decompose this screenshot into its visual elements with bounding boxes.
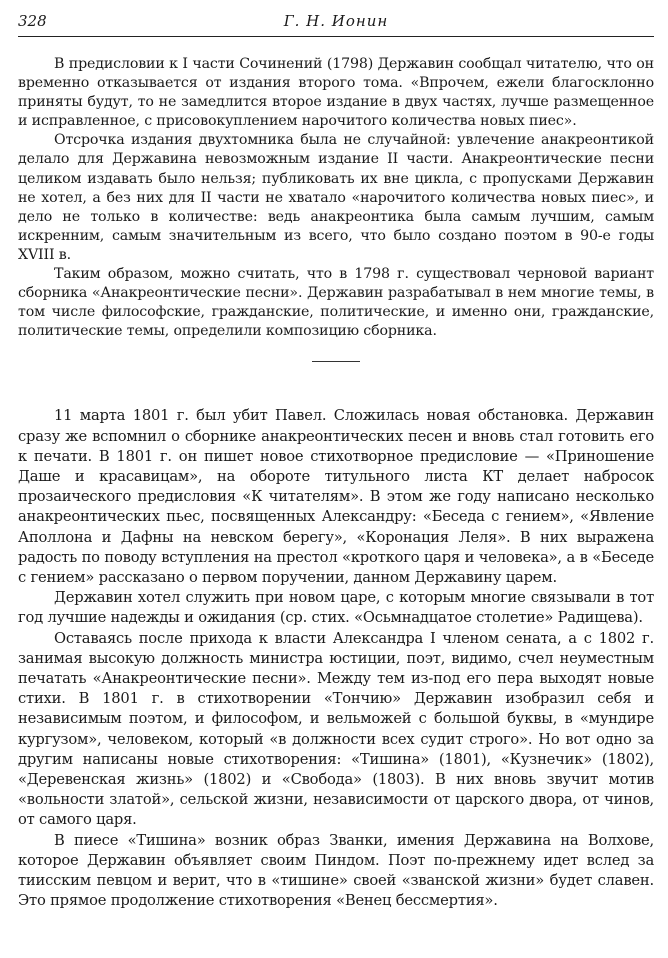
section-2 <box>18 406 654 911</box>
paragraph: В предисловии к I части Сочинений (1798) Державин сообщал читателю, что он временно отказывается от издания второго тома. «Впрочем, ежели благосклонно приняты будут, то не замедлится второе издание в двух частях, лучше размещенное и исправленное, с присовокуплением нарочитого количества новых пиес». <box>18 56 654 130</box>
paragraph: Отсрочка издания двухтомника была не случайной: увлечение анакреонтикой делало для Державина невозможным издание II части. Анакреонтические песни целиком издавать было нельзя; публиковать их вне цикла, с пропусками Державин не хотел, а без них для II части не хватало «нарочитого количества новых пиес», и дело не только в количестве: ведь анакреонтика была самым лучшим, самым искренним, самым значительным из всего, что было создано поэтом в 90-е годы XVIII в. <box>18 132 654 263</box>
body-text <box>18 55 654 911</box>
page-header <box>18 12 654 34</box>
header-rule <box>18 36 654 37</box>
paragraph: Державин хотел служить при новом царе, с которым многие связывали в тот год лучшие надежды и ожидания (ср. стих. «Осьмнадцатое столетие» Радищева). <box>18 589 654 627</box>
section-divider <box>312 361 360 362</box>
paragraph: Таким образом, можно считать, что в 1798 г. существовал черновой вариант сборника «Анакреонтические песни». Державин разрабатывал в нем многие темы, в том числе философские, гражданские, политические, и именно они, гражданские, политические темы, определили композицию сборника. <box>18 266 654 340</box>
paragraph: Оставаясь после прихода к власти Александра I членом сената, а с 1802 г. занимая высокую должность министра юстиции, поэт, видимо, счел неуместным печатать «Анакреонтические песни». Между тем из-под его пера выходят новые стихи. В 1801 г. в стихотворении «Тончию» Державин изобразил себя и независимым поэтом, и философом, и вельможей с большой буквы, в «мундире кургузом», человеком, который «в должности всех судит строго». Но вот одно за другим написаны новые стихотворения: «Тишина» (1801), «Кузнечик» (1802), «Деревенская жизнь» (1802) и «Свобода» (1803). В них вновь звучит мотив «вольности златой», сельской жизни, независимости от царского двора, от чинов, от самого царя. <box>18 629 654 829</box>
page-number: 328 <box>18 12 47 30</box>
paragraph: В пиесе «Тишина» возник образ Званки, имения Державина на Волхове, которое Державин объявляет своим Пиндом. Поэт по-прежнему идет вслед за тиисским певцом и верит, что в «тишине» своей «званской жизни» будет славен. Это прямое продолжение стихотворения «Венец бессмертия». <box>18 831 654 910</box>
running-head: Г. Н. Ионин <box>283 12 389 30</box>
paragraph: 11 марта 1801 г. был убит Павел. Сложилась новая обстановка. Державин сразу же вспомнил о сборнике анакреонтических песен и вновь стал готовить его к печати. В 1801 г. он пишет новое стихотворное предисловие — «Приношение Даше и красавицам», на обороте титульного листа КТ делает набросок прозаического предисловия «К читателям». В этом же году написано несколько анакреонтических пьес, посвященных Александру: «Беседа с гением», «Явление Аполлона и Дафны на невском берегу», «Коронация Леля». В них выражена радость по поводу вступления на престол «кроткого царя и человека», а в «Беседе с гением» рассказано о первом поручении, данном Державину царем. <box>18 407 654 587</box>
section-1 <box>18 55 654 341</box>
